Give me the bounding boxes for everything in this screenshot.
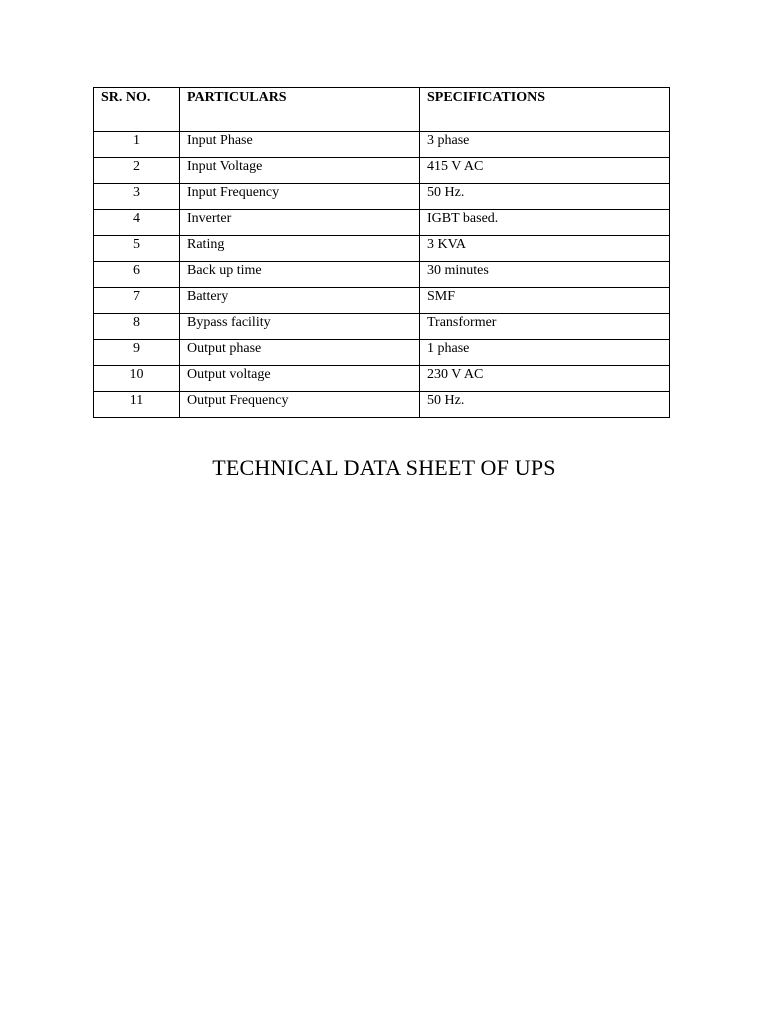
table-row xyxy=(94,366,670,392)
row-specification: Transformer xyxy=(420,314,670,340)
row-sr-no: 7 xyxy=(94,288,180,314)
row-sr-no: 1 xyxy=(94,132,180,158)
row-particular: Input Phase xyxy=(180,132,420,158)
table-row xyxy=(94,288,670,314)
row-specification: 230 V AC xyxy=(420,366,670,392)
row-sr-no: 11 xyxy=(94,392,180,418)
table-row xyxy=(94,340,670,366)
table-row xyxy=(94,392,670,418)
table-header xyxy=(94,88,670,132)
row-specification: 415 V AC xyxy=(420,158,670,184)
table-header-row xyxy=(94,88,670,132)
row-sr-no: 2 xyxy=(94,158,180,184)
table-row xyxy=(94,314,670,340)
table-row xyxy=(94,184,670,210)
row-sr-no: 10 xyxy=(94,366,180,392)
row-specification: 50 Hz. xyxy=(420,392,670,418)
row-particular: Output voltage xyxy=(180,366,420,392)
row-sr-no: 4 xyxy=(94,210,180,236)
row-sr-no: 3 xyxy=(94,184,180,210)
row-specification: 30 minutes xyxy=(420,262,670,288)
row-specification: IGBT based. xyxy=(420,210,670,236)
row-sr-no: 9 xyxy=(94,340,180,366)
row-sr-no: 6 xyxy=(94,262,180,288)
row-particular: Back up time xyxy=(180,262,420,288)
row-specification: 1 phase xyxy=(420,340,670,366)
table-row xyxy=(94,236,670,262)
row-particular: Bypass facility xyxy=(180,314,420,340)
row-specification: SMF xyxy=(420,288,670,314)
table-row xyxy=(94,262,670,288)
table-body xyxy=(94,132,670,418)
row-particular: Output Frequency xyxy=(180,392,420,418)
table-row xyxy=(94,158,670,184)
row-specification: 3 phase xyxy=(420,132,670,158)
row-specification: 50 Hz. xyxy=(420,184,670,210)
table-row xyxy=(94,132,670,158)
row-sr-no: 8 xyxy=(94,314,180,340)
ups-spec-table xyxy=(93,87,670,418)
row-particular: Rating xyxy=(180,236,420,262)
header-sr-no: SR. NO. xyxy=(94,88,180,132)
row-particular: Battery xyxy=(180,288,420,314)
row-particular: Input Frequency xyxy=(180,184,420,210)
header-particulars: PARTICULARS xyxy=(180,88,420,132)
row-sr-no: 5 xyxy=(94,236,180,262)
row-particular: Input Voltage xyxy=(180,158,420,184)
table-row xyxy=(94,210,670,236)
row-specification: 3 KVA xyxy=(420,236,670,262)
row-particular: Output phase xyxy=(180,340,420,366)
header-specifications: SPECIFICATIONS xyxy=(420,88,670,132)
row-particular: Inverter xyxy=(180,210,420,236)
document-title: TECHNICAL DATA SHEET OF UPS xyxy=(212,455,556,480)
